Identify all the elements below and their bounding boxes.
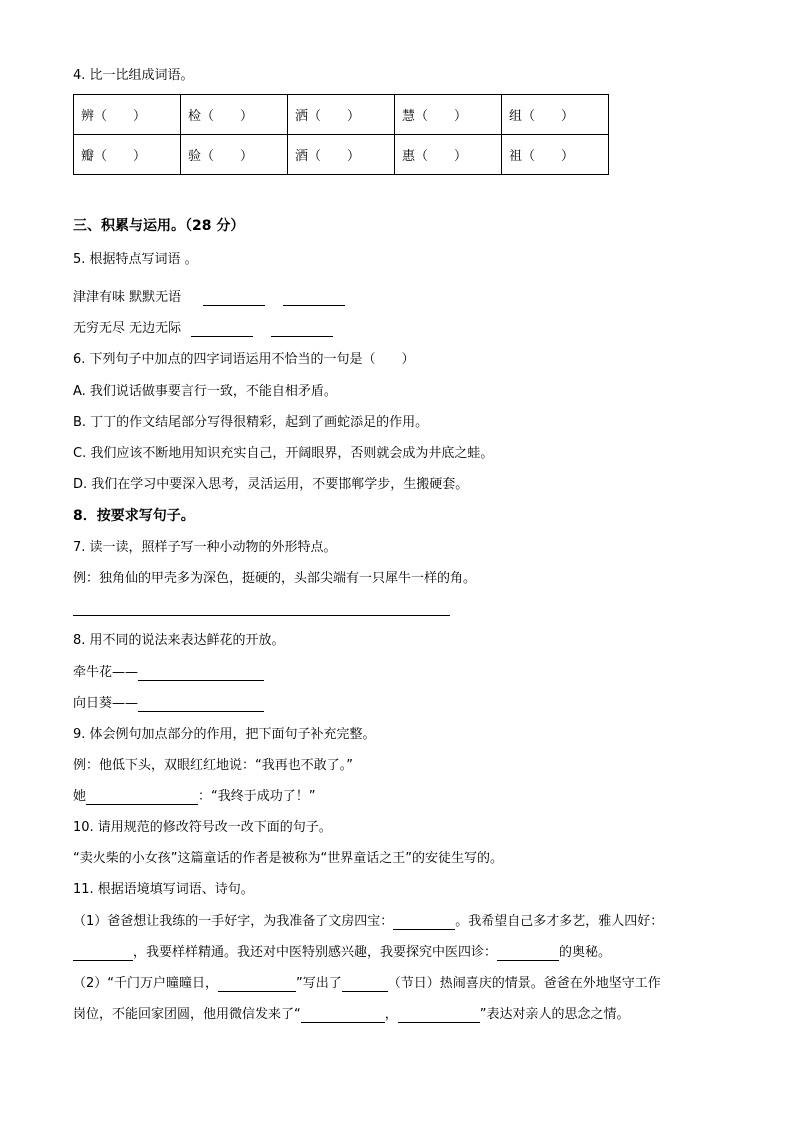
q6-option-b[interactable]: B. 丁丁的作文结尾部分写得很精彩，起到了画蛇添足的作用。 bbox=[73, 415, 429, 430]
table-row bbox=[74, 95, 609, 135]
q8-label-2: 向日葵—— bbox=[73, 696, 139, 711]
table-row bbox=[74, 135, 609, 175]
q11-p1-line-1 bbox=[73, 914, 663, 930]
table-cell[interactable]: 慧（ ） bbox=[395, 95, 502, 135]
answer-blank[interactable] bbox=[138, 666, 264, 681]
table-cell[interactable]: 验（ ） bbox=[181, 135, 288, 175]
section-8-heading: 8．按要求写句子。 bbox=[73, 508, 195, 524]
table-cell[interactable]: 辨（ ） bbox=[74, 95, 181, 135]
q6-option-d[interactable]: D. 我们在学习中要深入思考，灵活运用，不要邯郸学步，生搬硬套。 bbox=[73, 477, 469, 492]
answer-blank[interactable] bbox=[497, 946, 559, 961]
answer-blank[interactable] bbox=[86, 790, 198, 805]
q8-line-2 bbox=[73, 696, 264, 712]
q7-answer-line[interactable] bbox=[73, 615, 450, 616]
q5-title: 5. 根据特点写词语 。 bbox=[73, 252, 198, 267]
q11-text: ，我要样样精通。我还对中医特别感兴趣，我要探究中医四诊： bbox=[133, 945, 498, 960]
q11-text: ”写出了 bbox=[296, 976, 342, 991]
section-3-heading: 三、积累与运用。（28 分） bbox=[73, 218, 245, 234]
answer-blank[interactable] bbox=[271, 322, 333, 337]
q5-line-2 bbox=[73, 321, 333, 337]
q11-text: 岗位，不能回家团圆，他用微信发来了“ bbox=[73, 1007, 301, 1022]
answer-blank[interactable] bbox=[398, 1008, 480, 1023]
table-cell[interactable]: 酒（ ） bbox=[288, 135, 395, 175]
q10-title: 10. 请用规范的修改符号改一改下面的句子。 bbox=[73, 820, 332, 835]
q11-text: （节日）热闹喜庆的情景。爸爸在外地坚守工作 bbox=[387, 976, 661, 991]
q11-title: 11. 根据语境填写词语、诗句。 bbox=[73, 882, 254, 897]
q11-text: 。我希望自己多才多艺，雅人四好： bbox=[455, 914, 664, 929]
q11-text: （1）爸爸想让我练的一手好字，为我准备了文房四宝： bbox=[73, 914, 394, 929]
q9-prefix: 她 bbox=[73, 789, 87, 804]
answer-blank[interactable] bbox=[73, 946, 133, 961]
q9-title: 9. 体会例句加点部分的作用，把下面句子补充完整。 bbox=[73, 727, 376, 742]
q9-suffix: ：“我终于成功了！” bbox=[198, 789, 316, 804]
q9-fill-line bbox=[73, 789, 316, 805]
table-cell[interactable]: 瓣（ ） bbox=[74, 135, 181, 175]
q11-p2-line-2 bbox=[73, 1007, 630, 1023]
answer-blank[interactable] bbox=[301, 1008, 385, 1023]
q6-title: 6. 下列句子中加点的四字词语运用不恰当的一句是（ ） bbox=[73, 352, 415, 367]
q11-p1-line-2 bbox=[73, 945, 611, 961]
answer-blank[interactable] bbox=[191, 322, 253, 337]
q11-p2-line-1 bbox=[73, 976, 661, 992]
q6-option-c[interactable]: C. 我们应该不断地用知识充实自己，开阔眼界，否则就会成为井底之蛙。 bbox=[73, 446, 494, 461]
answer-blank[interactable] bbox=[342, 977, 388, 992]
answer-blank[interactable] bbox=[393, 915, 455, 930]
answer-blank[interactable] bbox=[218, 977, 296, 992]
answer-blank[interactable] bbox=[283, 291, 345, 306]
q11-text: 的奥秘。 bbox=[559, 945, 612, 960]
table-cell[interactable]: 洒（ ） bbox=[288, 95, 395, 135]
q8-title: 8. 用不同的说法来表达鲜花的开放。 bbox=[73, 633, 285, 648]
q8-line-1 bbox=[73, 665, 264, 681]
q5-words-2: 无穷无尽 无边无际 bbox=[73, 321, 182, 336]
q6-option-a[interactable]: A. 我们说话做事要言行一致，不能自相矛盾。 bbox=[73, 384, 337, 399]
answer-blank[interactable] bbox=[138, 697, 264, 712]
q11-text: （2）“千门万户曈曈日， bbox=[73, 976, 219, 991]
q10-sentence: “卖火柴的小女孩”这篇童话的作者是被称为“世界童话之王”的安徒生写的。 bbox=[73, 851, 503, 866]
q7-example: 例：独角仙的甲壳多为深色，挺硬的，头部尖端有一只犀牛一样的角。 bbox=[73, 571, 477, 586]
q11-text: ”表达对亲人的思念之情。 bbox=[479, 1007, 630, 1022]
table-cell[interactable]: 惠（ ） bbox=[395, 135, 502, 175]
table-cell[interactable]: 组（ ） bbox=[502, 95, 609, 135]
q11-text: ， bbox=[384, 1007, 398, 1022]
q9-example: 例：他低下头，双眼红红地说：“我再也不敢了。” bbox=[73, 758, 353, 773]
table-cell[interactable]: 祖（ ） bbox=[502, 135, 609, 175]
q4-title: 4. 比一比组成词语。 bbox=[73, 68, 194, 83]
q8-label-1: 牵牛花—— bbox=[73, 665, 139, 680]
answer-blank[interactable] bbox=[203, 291, 265, 306]
q7-title: 7. 读一读，照样子写一种小动物的外形特点。 bbox=[73, 540, 337, 555]
q5-line-1 bbox=[73, 290, 345, 306]
compare-table bbox=[73, 94, 609, 175]
table-cell[interactable]: 检（ ） bbox=[181, 95, 288, 135]
q5-words-1: 津津有味 默默无语 bbox=[73, 290, 182, 305]
